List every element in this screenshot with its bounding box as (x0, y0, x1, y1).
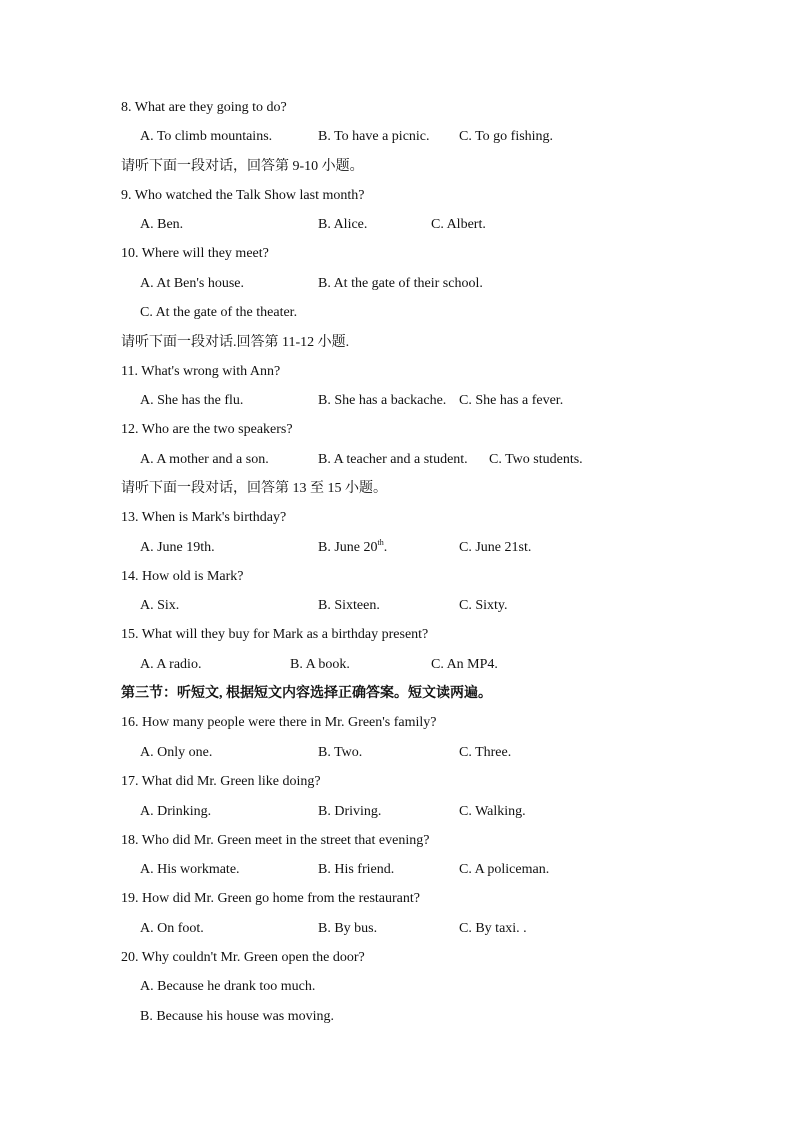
question-17: 17. What did Mr. Green like doing? (121, 774, 321, 789)
option-c: C. An MP4. (431, 657, 498, 672)
question-15: 15. What will they buy for Mark as a birthday present? (121, 627, 429, 642)
option-b: B. Sixteen. (318, 598, 380, 613)
option-a: A. June 19th. (140, 540, 215, 555)
option-a: A. On foot. (140, 921, 204, 936)
option-c: C. Sixty. (459, 598, 508, 613)
option-b: B. His friend. (318, 862, 395, 877)
option-a: A. At Ben's house. (140, 276, 245, 291)
option-a: A. Drinking. (140, 804, 212, 819)
option-c: C. By taxi. . (459, 921, 527, 936)
option-a: A. She has the flu. (140, 393, 244, 408)
option-b: B. A book. (290, 657, 350, 672)
option-b: B. Two. (318, 745, 363, 760)
option-a: A. To climb mountains. (140, 129, 273, 144)
question-12: 12. Who are the two speakers? (121, 422, 293, 437)
option-b: B. Driving. (318, 804, 382, 819)
option-b: B. A teacher and a student. (318, 452, 468, 467)
section-instruction: 请听下面一段对话.回答第 11-12 小题. (121, 335, 350, 350)
option-c: C. She has a fever. (459, 393, 564, 408)
option-b: B. Because his house was moving. (140, 1009, 335, 1024)
option-b-text: B. June 20 (318, 540, 378, 555)
question-14: 14. How old is Mark? (121, 569, 244, 584)
option-a: A. His workmate. (140, 862, 240, 877)
option-c: C. Three. (459, 745, 512, 760)
question-16: 16. How many people were there in Mr. Green's family? (121, 715, 437, 730)
option-a: A. A radio. (140, 657, 202, 672)
section-3-heading: 第三节：听短文, 根据短文内容选择正确答案。短文读两遍。 (121, 686, 492, 701)
option-b: B. To have a picnic. (318, 129, 430, 144)
section-instruction: 请听下面一段对话，回答第 9-10 小题。 (121, 159, 364, 174)
option-c: C. Walking. (459, 804, 526, 819)
option-c: C. June 21st. (459, 540, 532, 555)
option-b-period: . (383, 540, 388, 555)
question-10: 10. Where will they meet? (121, 246, 269, 261)
option-b: B. Alice. (318, 217, 368, 232)
question-20: 20. Why couldn't Mr. Green open the door? (121, 950, 365, 965)
question-13: 13. When is Mark's birthday? (121, 510, 287, 525)
option-b (318, 539, 387, 557)
option-a: A. Ben. (140, 217, 184, 232)
section-instruction: 请听下面一段对话，回答第 13 至 15 小题。 (121, 481, 387, 496)
option-b: B. She has a backache. (318, 393, 447, 408)
option-a: A. A mother and a son. (140, 452, 269, 467)
ordinal-suffix: th (377, 538, 384, 547)
question-18: 18. Who did Mr. Green meet in the street that evening? (121, 833, 430, 848)
option-c: C. Albert. (431, 217, 486, 232)
option-b: B. At the gate of their school. (318, 276, 483, 291)
question-11: 11. What's wrong with Ann? (121, 364, 281, 379)
question-9: 9. Who watched the Talk Show last month? (121, 188, 365, 203)
option-c: C. Two students. (489, 452, 583, 467)
option-b: B. By bus. (318, 921, 378, 936)
option-a: A. Because he drank too much. (140, 979, 316, 994)
option-c: C. At the gate of the theater. (140, 305, 298, 320)
option-a: A. Only one. (140, 745, 213, 760)
option-c: C. To go fishing. (459, 129, 554, 144)
question-19: 19. How did Mr. Green go home from the restaurant? (121, 891, 420, 906)
option-c: C. A policeman. (459, 862, 550, 877)
question-8: 8. What are they going to do? (121, 100, 287, 115)
option-a: A. Six. (140, 598, 180, 613)
